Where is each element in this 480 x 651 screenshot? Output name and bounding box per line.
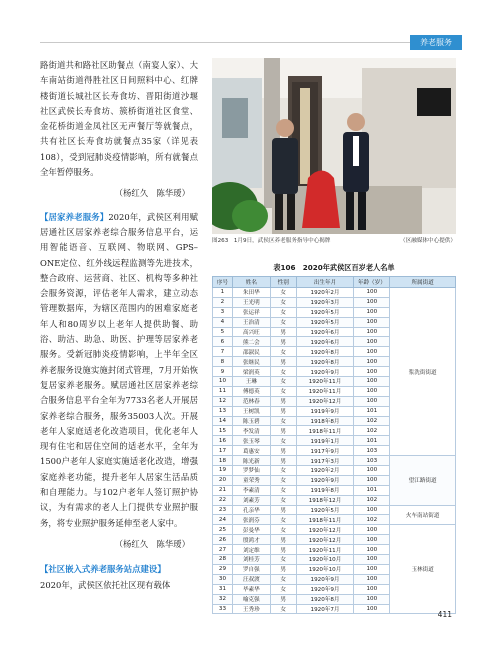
table-cell: 1920年12月 [296, 525, 354, 535]
table-cell: 100 [354, 564, 390, 574]
table-cell: 男 [270, 535, 296, 545]
table-cell: 100 [354, 327, 390, 337]
table-cell: 男 [270, 545, 296, 555]
table-cell: 101 [354, 485, 390, 495]
table-cell: 女 [270, 584, 296, 594]
table-cell: 5 [213, 327, 233, 337]
table-cell: 25 [213, 525, 233, 535]
table-cell: 朱田华 [232, 288, 270, 298]
table-cell: 1918年8月 [296, 416, 354, 426]
table-cell: 8 [213, 357, 233, 367]
caption-text: 图263 1月9日，武侯区养老服务指导中心揭牌 [212, 238, 331, 244]
district-cell: 火车南站街道 [390, 505, 456, 525]
table-cell: 100 [354, 297, 390, 307]
table-cell: 男 [270, 396, 296, 406]
table-cell: 张运祥 [232, 307, 270, 317]
table-cell: 1920年9月 [296, 584, 354, 594]
table-cell: 1 [213, 288, 233, 298]
table-cell: 葛惠安 [232, 446, 270, 456]
column-header: 所属街道 [390, 277, 456, 288]
table-cell: 3 [213, 307, 233, 317]
table-cell: 陈光新 [232, 456, 270, 466]
table-cell: 女 [270, 288, 296, 298]
section-tab: 养老服务 [410, 35, 462, 50]
table-cell: 32 [213, 594, 233, 604]
table-row [213, 288, 456, 298]
left-text-column [40, 58, 198, 593]
table-cell: 邵淑民 [232, 347, 270, 357]
table-cell: 男 [270, 446, 296, 456]
table-cell: 罗梦仙 [232, 466, 270, 476]
table-cell: 女 [270, 525, 296, 535]
paragraph [40, 210, 198, 531]
table-cell: 男 [270, 456, 296, 466]
table-cell: 女 [270, 574, 296, 584]
table-cell: 1918年11月 [296, 426, 354, 436]
table-cell: 男 [270, 564, 296, 574]
page-number: 411 [437, 610, 452, 619]
table-cell: 1920年12月 [296, 396, 354, 406]
table-cell: 1919年1月 [296, 436, 354, 446]
table-cell: 27 [213, 545, 233, 555]
table-cell: 女 [270, 416, 296, 426]
paragraph: 路街道共和路社区助餐点（南宴人家）、大车南站街道得胜社区日间照料中心、红牌楼街道长城社区长寿食坊、晋阳街道沙堰社区武侯长寿食坊、簇桥街道社区食堂、金花桥街道金凤社区无声餐厅等就餐点，共有社区长寿食坊就餐点35家（详见表108），受到冠肺炎疫情影响，所有就餐点全年暂停服务。 [40, 60, 198, 178]
table-cell: 孔亲华 [232, 505, 270, 515]
table-cell: 1920年3月 [296, 297, 354, 307]
table-cell: 1920年11月 [296, 386, 354, 396]
table-cell: 女 [270, 555, 296, 565]
photo-illustration [212, 58, 456, 234]
section-heading: 【居家养老服务】 [40, 211, 109, 222]
table-cell: 28 [213, 555, 233, 565]
table-cell: 男 [270, 505, 296, 515]
table-cell: 童荣秀 [232, 475, 270, 485]
table-cell: 102 [354, 495, 390, 505]
table-cell: 11 [213, 386, 233, 396]
table-header-row [213, 277, 456, 288]
table-row [213, 505, 456, 515]
table-cell: 女 [270, 604, 296, 614]
table-cell: 100 [354, 367, 390, 377]
author-credit: （杨红久 陈华瑷） [114, 188, 190, 199]
table-cell: 1920年8月 [296, 357, 354, 367]
table-cell: 李发清 [232, 426, 270, 436]
table-cell: 4 [213, 317, 233, 327]
table-cell: 100 [354, 594, 390, 604]
table-cell: 女 [270, 386, 296, 396]
table-cell: 女 [270, 347, 296, 357]
table-cell: 1920年10月 [296, 564, 354, 574]
table-cell: 14 [213, 416, 233, 426]
table-cell: 100 [354, 535, 390, 545]
district-cell: 望江路街道 [390, 456, 456, 505]
centenarian-table [212, 276, 456, 614]
column-header: 出生年月 [296, 277, 354, 288]
table-cell: 12 [213, 396, 233, 406]
table-cell: 李素清 [232, 485, 270, 495]
table-cell: 1917年3月 [296, 456, 354, 466]
table-cell: 1920年10月 [296, 555, 354, 565]
table-cell: 100 [354, 337, 390, 347]
table-cell: 100 [354, 396, 390, 406]
paragraph-body: 2020年，武侯区利用赋居通社区居家养老综合服务信息平台，运用智能语音、互联网、物联网、GPS–ONE定位、红外线远程监测等先进技术，整合政府、运营商、社区、机构等多种社会服务资源，评估老年人需求，建立动态管理数据库，为辖区范围内的困难家庭老年人和80周岁以上老年人提供助餐、助浴、助洁、助急、助医、护理等居家养老服务。受新冠肺炎疫情影响，上半年全区养老服务设施实施封闭式管理，7月开始恢复居家养老服务。赋居通社区居家养老综合服务信息平台全年为7733名老人开展居家养老综合服务，服务35003人次。开展老年人家庭适老化改造项目，优化老年人现有住宅和居住空间的适老水平，全年为1500户老年人家庭实施适老化改造，增强家庭养老功能，提升老年人居家生活品质和自理能力。与102户老年人签订照护协议，为有需求的老人上门提供专业照护服务，将专业照护服务延伸至老人家中。 [40, 211, 198, 528]
table-cell: 张继民 [232, 357, 270, 367]
table-cell: 100 [354, 288, 390, 298]
table-cell: 100 [354, 307, 390, 317]
paragraph-body: 2020年，武侯区依托社区现有载体 [40, 579, 171, 590]
table-cell: 7 [213, 347, 233, 357]
table-cell: 102 [354, 515, 390, 525]
table-cell: 陈玉碧 [232, 416, 270, 426]
table-cell: 彭曼华 [232, 525, 270, 535]
table-cell: 18 [213, 456, 233, 466]
table-cell: 100 [354, 475, 390, 485]
table-cell: 1917年9月 [296, 446, 354, 456]
table-cell: 100 [354, 584, 390, 594]
table-cell: 100 [354, 545, 390, 555]
table-cell: 13 [213, 406, 233, 416]
column-header: 姓名 [232, 277, 270, 288]
table-cell: 张润芬 [232, 515, 270, 525]
table-cell: 王光明 [232, 297, 270, 307]
table-cell: 女 [270, 367, 296, 377]
caption-credit: （区融媒体中心提供） [400, 238, 456, 244]
table-cell: 女 [270, 515, 296, 525]
column-header: 性别 [270, 277, 296, 288]
table-cell: 9 [213, 367, 233, 377]
table-cell: 100 [354, 505, 390, 515]
table-cell: 20 [213, 475, 233, 485]
table-cell: 女 [270, 475, 296, 485]
table-cell: 范林春 [232, 396, 270, 406]
table-cell: 16 [213, 436, 233, 446]
table-cell: 1920年9月 [296, 367, 354, 377]
table-cell: 17 [213, 446, 233, 456]
table-cell: 刘定维 [232, 545, 270, 555]
table-cell: 10 [213, 377, 233, 387]
column-header: 年龄（岁） [354, 277, 390, 288]
table-title: 表106 2020年武侯区百岁老人名单 [273, 263, 395, 272]
district-cell: 浆洗街街道 [390, 288, 456, 456]
table-cell: 19 [213, 466, 233, 476]
table-cell: 殷鸿才 [232, 535, 270, 545]
table-body [213, 288, 456, 614]
table-cell: 1920年2月 [296, 466, 354, 476]
table-cell: 男 [270, 406, 296, 416]
district-cell: 玉林街道 [390, 525, 456, 614]
table-cell: 103 [354, 446, 390, 456]
table-header [213, 277, 456, 288]
table-cell: 熊二会 [232, 337, 270, 347]
table-cell: 1919年8月 [296, 485, 354, 495]
table-cell: 罗自强 [232, 564, 270, 574]
column-header: 序号 [213, 277, 233, 288]
table-cell: 刘桂芳 [232, 555, 270, 565]
table-cell: 22 [213, 495, 233, 505]
table-cell: 1920年5月 [296, 317, 354, 327]
table-cell: 1920年5月 [296, 307, 354, 317]
table-cell: 100 [354, 604, 390, 614]
table-cell: 6 [213, 337, 233, 347]
table-cell: 男 [270, 426, 296, 436]
author-credit: （杨红久 陈华瑷） [114, 538, 190, 549]
table-cell: 刘素芳 [232, 495, 270, 505]
table-cell: 30 [213, 574, 233, 584]
table-cell: 女 [270, 317, 296, 327]
table-cell: 102 [354, 416, 390, 426]
table-cell: 1918年11月 [296, 515, 354, 525]
table-cell: 女 [270, 485, 296, 495]
table-cell: 100 [354, 555, 390, 565]
table-cell: 29 [213, 564, 233, 574]
table-cell: 1920年8月 [296, 594, 354, 604]
table-cell: 1920年11月 [296, 377, 354, 387]
table-cell: 女 [270, 436, 296, 446]
table-cell: 100 [354, 466, 390, 476]
table-cell: 王秀珍 [232, 604, 270, 614]
table-cell: 101 [354, 436, 390, 446]
table-cell: 100 [354, 377, 390, 387]
table-cell: 100 [354, 386, 390, 396]
table-cell: 毕素华 [232, 584, 270, 594]
table-cell: 1920年12月 [296, 535, 354, 545]
table-cell: 王树凯 [232, 406, 270, 416]
header-rule [40, 42, 460, 43]
table-cell: 2 [213, 297, 233, 307]
table-cell: 1920年6月 [296, 337, 354, 347]
table-cell: 喻克强 [232, 594, 270, 604]
table-cell: 汪叔渡 [232, 574, 270, 584]
table-cell: 103 [354, 456, 390, 466]
photo-unveiling-ceremony [212, 58, 456, 234]
photo-caption [212, 236, 456, 244]
table-cell: 1920年11月 [296, 545, 354, 555]
table-cell: 男 [270, 337, 296, 347]
table-cell: 102 [354, 426, 390, 436]
table-cell: 100 [354, 317, 390, 327]
table-cell: 100 [354, 574, 390, 584]
table-cell: 王治清 [232, 317, 270, 327]
table-cell: 1920年2月 [296, 288, 354, 298]
table-cell: 1918年12月 [296, 495, 354, 505]
table-cell: 女 [270, 377, 296, 387]
table-cell: 21 [213, 485, 233, 495]
table-cell: 傅德英 [232, 386, 270, 396]
table-cell: 男 [270, 357, 296, 367]
table-cell: 24 [213, 515, 233, 525]
table-cell: 1920年7月 [296, 604, 354, 614]
table-cell: 女 [270, 495, 296, 505]
table-cell: 31 [213, 584, 233, 594]
table-cell: 高兴旺 [232, 327, 270, 337]
table-cell: 1920年9月 [296, 475, 354, 485]
table-cell: 100 [354, 357, 390, 367]
table-cell: 女 [270, 466, 296, 476]
section-heading: 【社区嵌入式养老服务站点建设】 [40, 564, 166, 575]
table-cell: 男 [270, 327, 296, 337]
table-cell: 1920年5月 [296, 505, 354, 515]
table-cell: 1919年9月 [296, 406, 354, 416]
table-cell: 23 [213, 505, 233, 515]
table-cell: 100 [354, 347, 390, 357]
table-cell: 1920年9月 [296, 574, 354, 584]
table-cell: 男 [270, 594, 296, 604]
table-cell: 33 [213, 604, 233, 614]
table-cell: 1920年6月 [296, 327, 354, 337]
table-cell: 梁润英 [232, 367, 270, 377]
table-row [213, 456, 456, 466]
table-cell: 101 [354, 406, 390, 416]
table-row [213, 525, 456, 535]
table-cell: 100 [354, 525, 390, 535]
table-cell: 15 [213, 426, 233, 436]
table-cell: 张玉琴 [232, 436, 270, 446]
table-cell: 26 [213, 535, 233, 545]
table-cell: 王琳 [232, 377, 270, 387]
table-cell: 1920年8月 [296, 347, 354, 357]
table-cell: 女 [270, 307, 296, 317]
table-cell: 女 [270, 297, 296, 307]
paragraph [40, 562, 198, 593]
